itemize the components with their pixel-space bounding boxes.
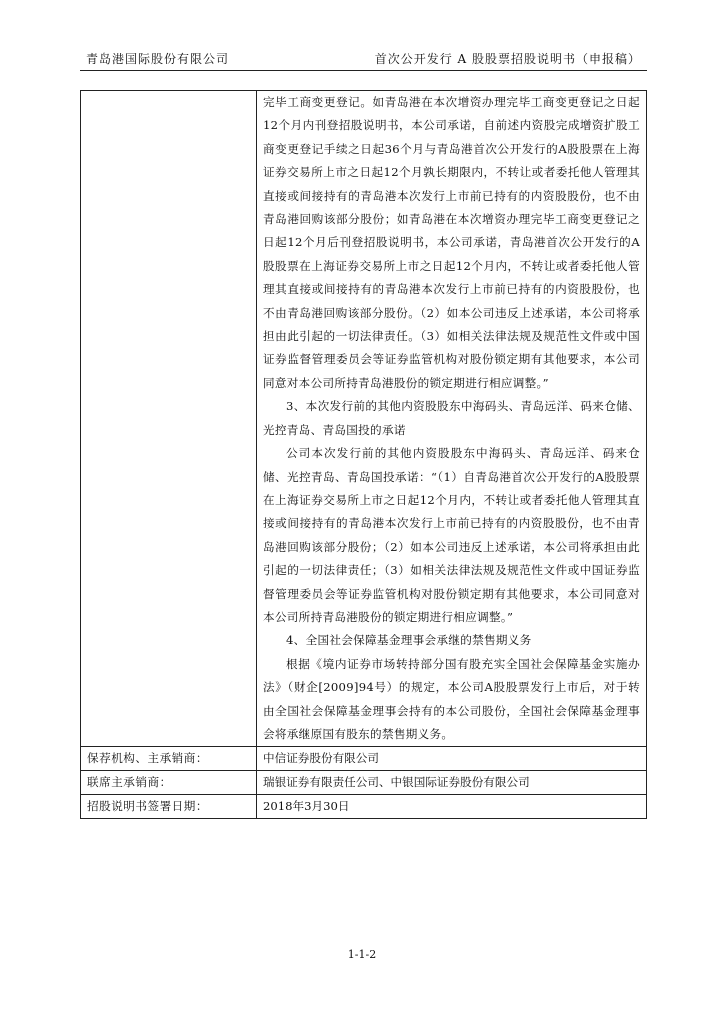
joint-underwriters-value: 瑞银证券有限责任公司、中银国际证券股份有限公司 (257, 771, 647, 795)
table-row-commitments (81, 91, 647, 747)
page-number: 1-1-2 (347, 948, 377, 961)
table-row-sign-date (81, 795, 647, 819)
paragraph-3: 公司本次发行前的其他内资股股东中海码头、青岛远洋、码来仓储、光控青岛、青岛国投承诺：“（1）自青岛港首次公开发行的A股股票在上海证券交易所上市之日起12个月内，不转让或者委托他人管理其直接或间接持有的青岛港本次发行上市前已持有的内资股股份，也不由青岛港回购该部分股份；（2）如本公司违反上述承诺，本公司将承担由此引起的一切法律责任；（3）如相关法律法规及规范性文件或中国证券监督管理委员会等证券监管机构对股份锁定期有其他要求，本公司同意对本公司所持青岛港股份的锁定期进行相应调整。” (263, 446, 640, 624)
sponsor-label: 保荐机构、主承销商： (81, 747, 257, 771)
sign-date-value: 2018年3月30日 (257, 795, 647, 819)
header-company: 青岛港国际股份有限公司 (86, 52, 230, 66)
paragraph-5: 根据《境内证券市场转持部分国有股充实全国社会保障基金实施办法》（财企[2009]94号）的规定，本公司A股股票发行上市后，对于转由全国社会保障基金理事会持有的本公司股份，全国社会保障基金理事会将承继原国有股东的禁售期义务。 (263, 656, 640, 741)
empty-label-cell (81, 91, 257, 747)
header-divider (80, 70, 647, 71)
commitments-cell (257, 91, 647, 747)
paragraph-2-heading: 3、本次发行前的其他内资股股东中海码头、青岛远洋、码来仓储、光控青岛、青岛国投的承诺 (263, 399, 640, 437)
info-table (80, 90, 647, 819)
paragraph-1: 完毕工商变更登记。如青岛港在本次增资办理完毕工商变更登记之日起12个月内刊登招股说明书，本公司承诺，自前述内资股完成增资扩股工商变更登记手续之日起36个月与青岛港首次公开发行的A股股票在上海证券交易所上市之日起12个月孰长期限内，不转让或者委托他人管理其直接或间接持有的青岛港本次发行上市前已持有的内资股股份，也不由青岛港回购该部分股份；如青岛港在本次增资办理完毕工商变更登记之日起12个月后刊登招股说明书，本公司承诺，青岛港首次公开发行的A股股票在上海证券交易所上市之日起12个月内，不转让或者委托他人管理其直接或间接持有的青岛港本次发行上市前已持有的内资股股份，也不由青岛港回购该部分股份。（2）如本公司违反上述承诺，本公司将承担由此引起的一切法律责任。（3）如相关法律法规及规范性文件或中国证券监督管理委员会等证券监管机构对股份锁定期有其他要求，本公司同意对本公司所持青岛港股份的锁定期进行相应调整。” (263, 95, 640, 390)
paragraph-4-heading: 4、全国社会保障基金理事会承继的禁售期义务 (286, 633, 532, 648)
sponsor-value: 中信证券股份有限公司 (257, 747, 647, 771)
table-row-joint-underwriters (81, 771, 647, 795)
table-row-sponsor (81, 747, 647, 771)
sign-date-label: 招股说明书签署日期： (81, 795, 257, 819)
header-doc-title: 首次公开发行 A 股股票招股说明书（申报稿） (374, 52, 641, 66)
joint-underwriters-label: 联席主承销商： (81, 771, 257, 795)
